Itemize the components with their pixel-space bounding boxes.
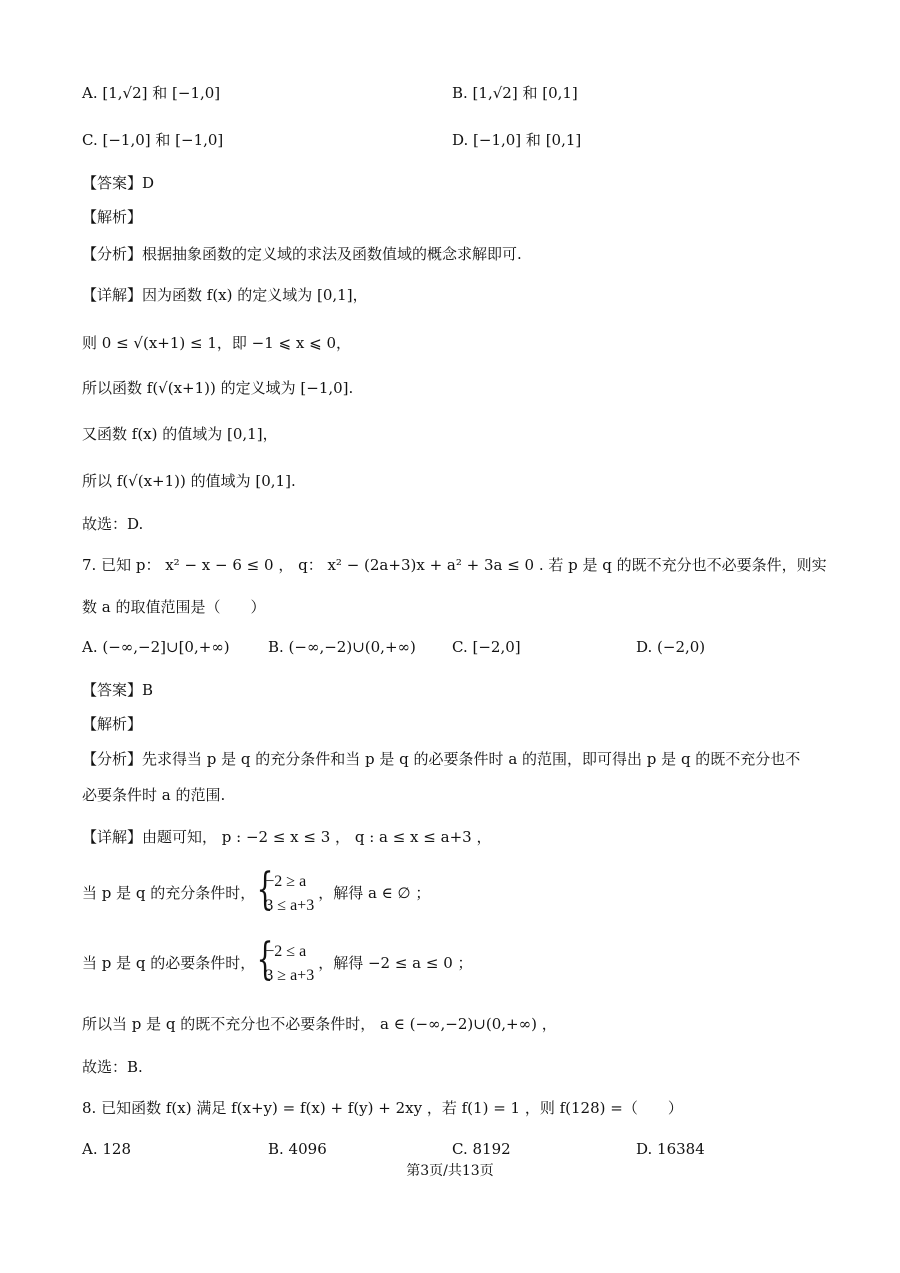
q7-option-b: B. (−∞,−2)∪(0,+∞)	[268, 638, 416, 656]
q7-conclusion: 所以当 p 是 q 的既不充分也不必要条件时， a ∈ (−∞,−2)∪(0,+∞) ，	[82, 1015, 557, 1033]
inequality-system	[255, 940, 314, 988]
q6-answer: 【答案】D	[82, 174, 155, 192]
q6-detail-line: 【详解】因为函数 f(x) 的定义域为 [0,1]，	[82, 286, 368, 304]
q6-option-b: B. [1,√2] 和 [0,1]	[452, 84, 578, 102]
q7-stem: 7. 已知 p： x² − x − 6 ≤ 0 ， q： x² − (2a+3)x + a² + 3a ≤ 0 . 若 p 是 q 的既不充分也不必要条件，则实	[82, 556, 827, 574]
system-eq: { −2 ≤ a	[265, 943, 307, 960]
q7-choose: 故选：B.	[82, 1058, 143, 1076]
q8-option-c: C. 8192	[452, 1140, 511, 1158]
q7-option-a: A. (−∞,−2]∪[0,+∞)	[82, 638, 230, 656]
q7-option-c: C. [−2,0]	[452, 638, 521, 656]
case-suffix: ，解得 a ∈ ∅ ；	[318, 884, 431, 902]
q7-sufficient-case	[82, 870, 430, 918]
q7-option-d: D. (−2,0)	[636, 638, 706, 656]
q7-stem-cont: 数 a 的取值范围是（ ）	[82, 598, 266, 616]
q7-answer: 【答案】B	[82, 681, 154, 699]
inequality-system	[255, 870, 314, 918]
q6-detail-line: 又函数 f(x) 的值域为 [0,1]，	[82, 425, 278, 443]
system-eq: 3 ≥ a+3	[265, 967, 315, 984]
q6-option-d: D. [−1,0] 和 [0,1]	[452, 131, 582, 149]
q7-necessary-case	[82, 940, 473, 988]
system-eq: 3 ≤ a+3	[265, 897, 315, 914]
q6-detail-line: 则 0 ≤ √(x+1) ≤ 1，即 −1 ⩽ x ⩽ 0，	[82, 334, 351, 352]
q7-jiexi-heading: 【解析】	[82, 715, 143, 733]
q6-analysis: 【分析】根据抽象函数的定义域的求法及函数值域的概念求解即可.	[82, 245, 522, 263]
q8-option-a: A. 128	[82, 1140, 131, 1158]
q8-option-b: B. 4096	[268, 1140, 327, 1158]
q6-option-a: A. [1,√2] 和 [−1,0]	[82, 84, 221, 102]
q8-stem: 8. 已知函数 f(x) 满足 f(x+y) = f(x) + f(y) + 2xy ，若 f(1) = 1 ，则 f(128) =（ ）	[82, 1099, 683, 1117]
q7-analysis: 【分析】先求得当 p 是 q 的充分条件和当 p 是 q 的必要条件时 a 的范围，即可得出 p 是 q 的既不充分也不	[82, 750, 801, 768]
page-footer: 第3页/共13页	[406, 1163, 494, 1179]
q6-jiexi-heading: 【解析】	[82, 208, 143, 226]
case-prefix: 当 p 是 q 的必要条件时，	[82, 954, 256, 972]
q7-detail: 【详解】由题可知， p : −2 ≤ x ≤ 3 ， q : a ≤ x ≤ a+3 ，	[82, 828, 492, 846]
q7-analysis-cont: 必要条件时 a 的范围.	[82, 786, 226, 804]
q8-option-d: D. 16384	[636, 1140, 705, 1158]
case-prefix: 当 p 是 q 的充分条件时，	[82, 884, 256, 902]
q6-option-c: C. [−1,0] 和 [−1,0]	[82, 131, 224, 149]
q6-detail-line: 所以 f(√(x+1)) 的值域为 [0,1].	[82, 472, 296, 490]
case-suffix: ，解得 −2 ≤ a ≤ 0 ；	[318, 954, 473, 972]
q6-detail-line: 所以函数 f(√(x+1)) 的定义域为 [−1,0].	[82, 379, 354, 397]
system-eq: { −2 ≥ a	[265, 873, 307, 890]
q6-choose: 故选：D.	[82, 515, 144, 533]
